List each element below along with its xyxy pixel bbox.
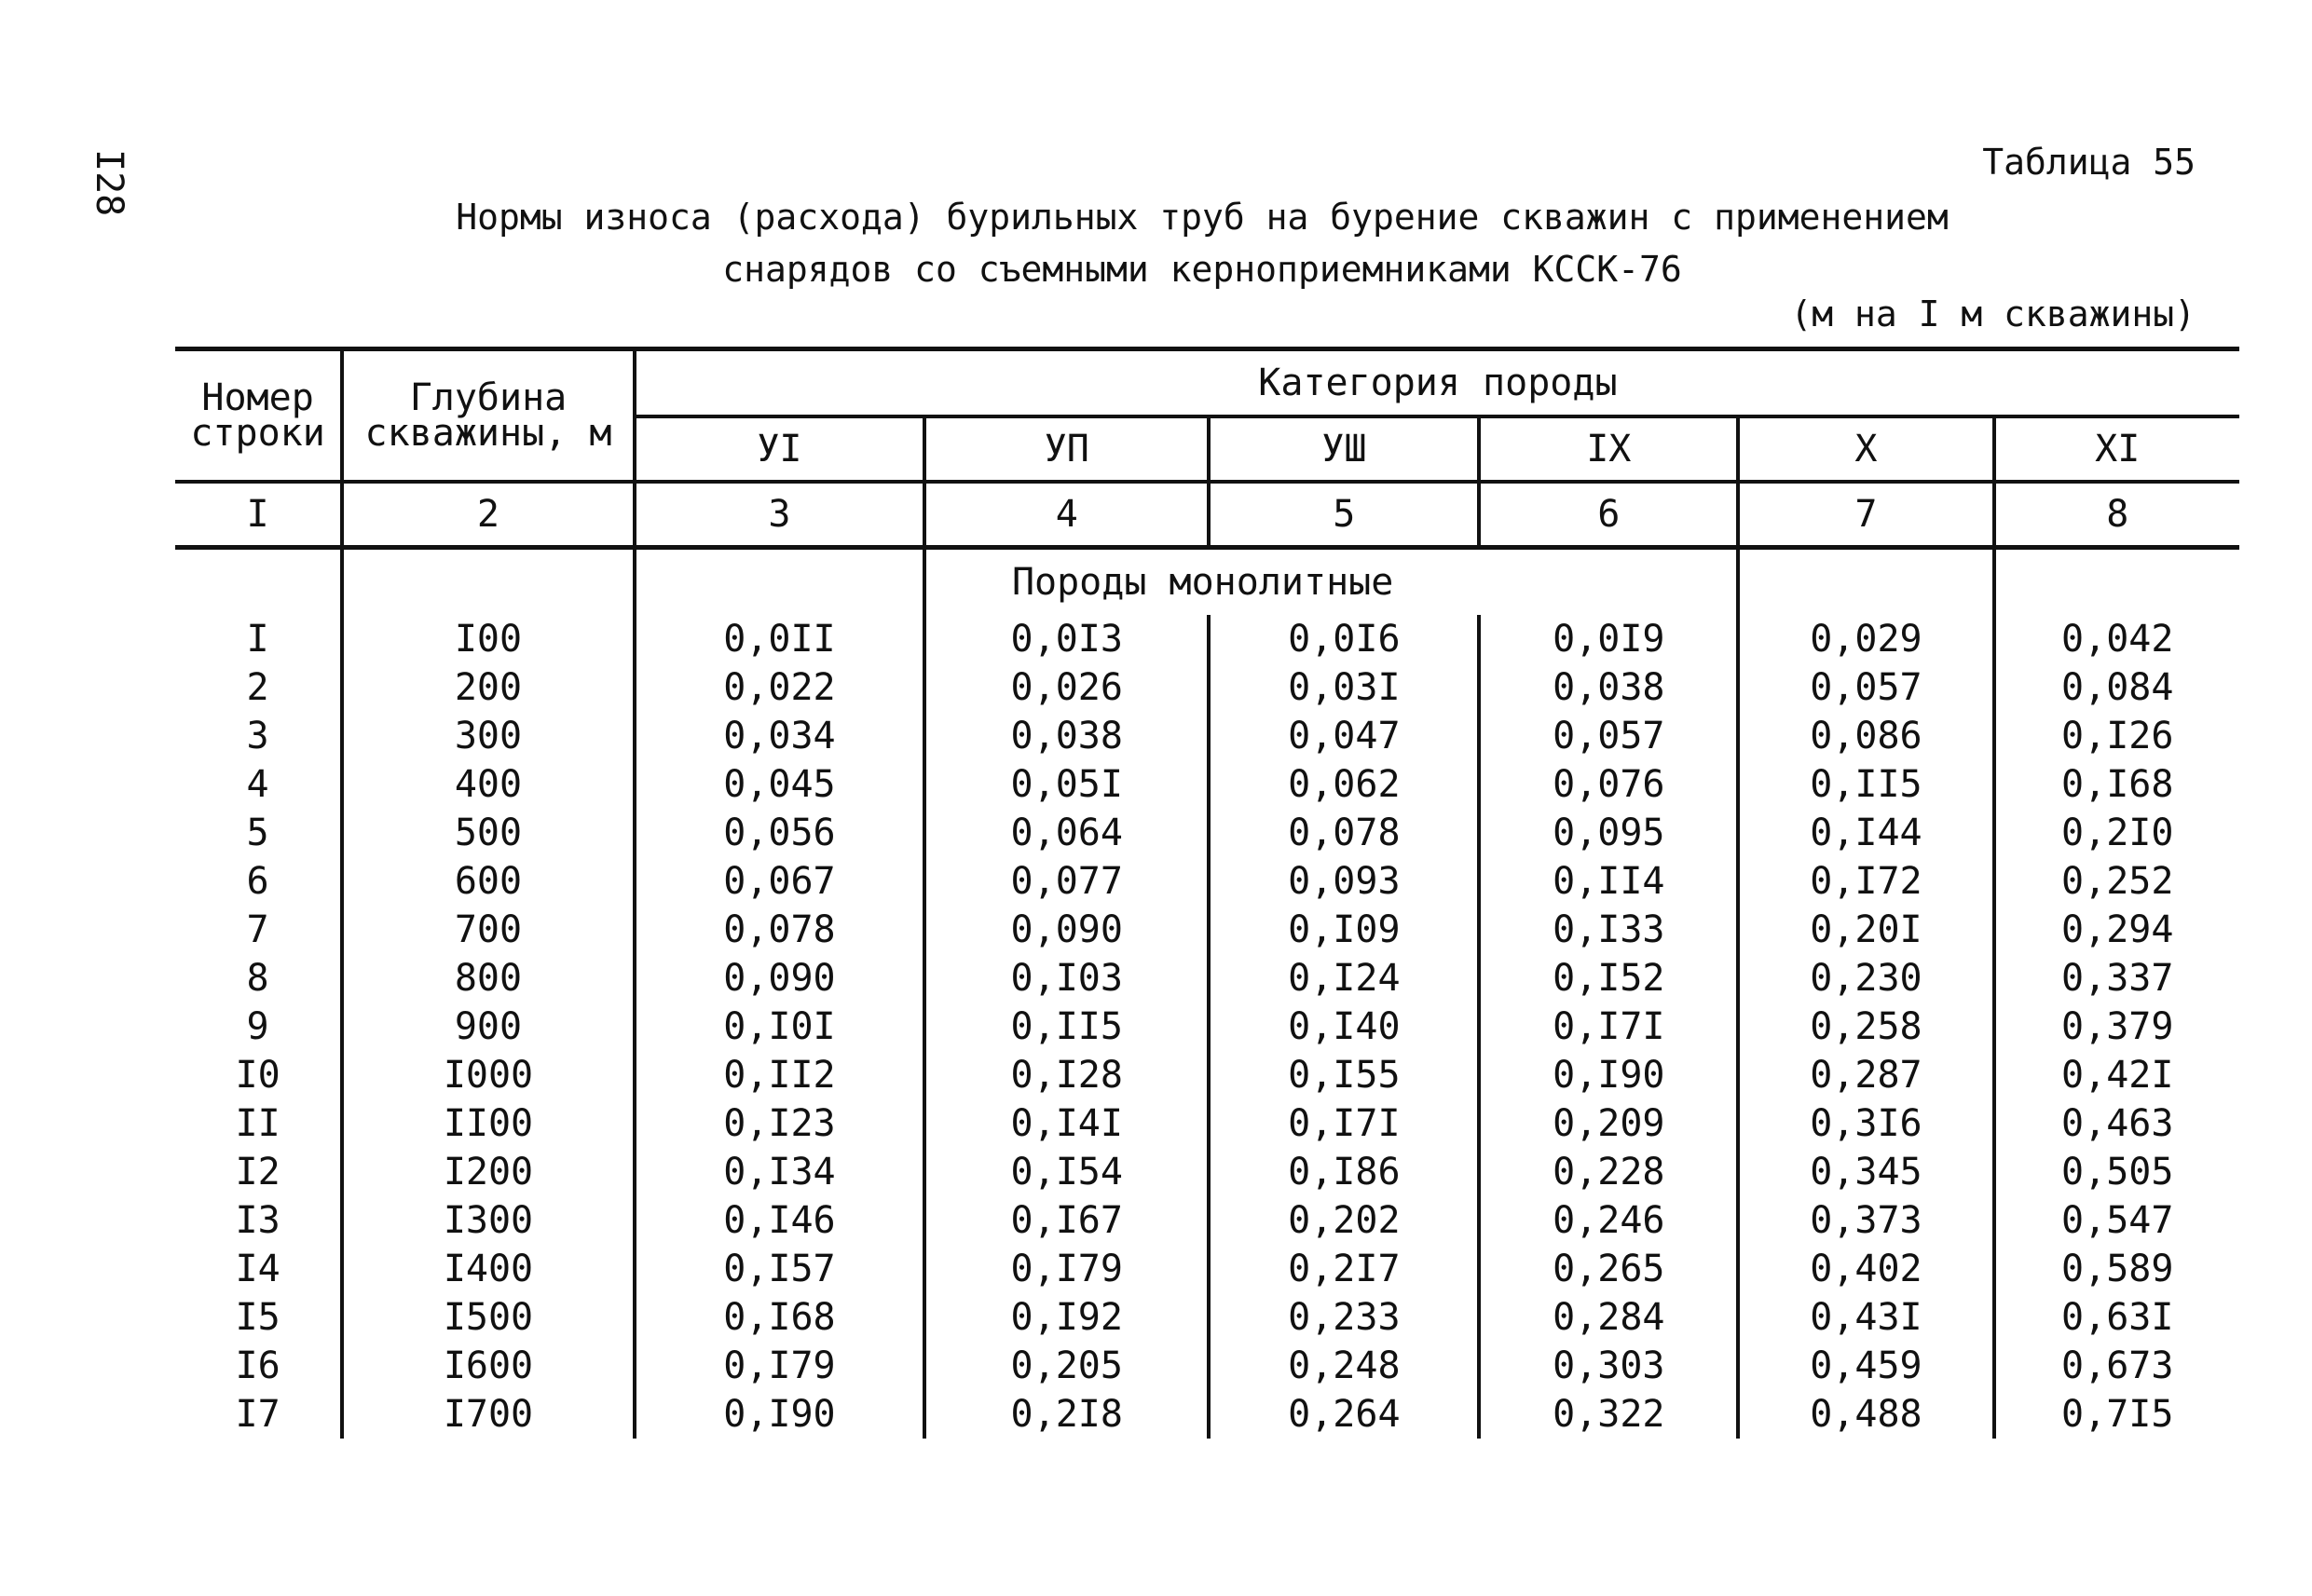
value-cell: 0,I33: [1479, 906, 1738, 954]
value-cell: 0,463: [2061, 1102, 2174, 1145]
category-header: IX: [1479, 416, 1738, 482]
table-row: [175, 1148, 2239, 1196]
depth-cell: I500: [342, 1293, 635, 1342]
row-number-cell: I0: [175, 1051, 342, 1099]
value-cell: 0,090: [635, 954, 924, 1003]
value-cell: 0,0I3: [924, 615, 1209, 663]
value-cell: 0,II5: [1738, 760, 1993, 809]
value-cell: 0,090: [924, 906, 1209, 954]
value-cell: 0,I46: [635, 1196, 924, 1245]
table-row: [175, 615, 2239, 663]
header-category: Категория породы: [635, 349, 2239, 417]
value-cell: 0,I28: [924, 1051, 1209, 1099]
table-row: [175, 809, 2239, 857]
row-number-cell: I3: [175, 1196, 342, 1245]
depth-cell: 700: [342, 906, 635, 954]
value-cell: 0,057: [1738, 663, 1993, 712]
value-cell: 0,05I: [924, 760, 1209, 809]
value-cell: 0,402: [1738, 1245, 1993, 1293]
value-cell: 0,2I7: [1209, 1245, 1479, 1293]
column-number: 8: [1994, 482, 2239, 548]
value-cell: 0,I68: [2061, 763, 2174, 806]
depth-cell: I700: [342, 1390, 635, 1439]
value-cell: 0,209: [1479, 1099, 1738, 1148]
row-number-cell: I2: [175, 1148, 342, 1196]
value-cell: 0,589: [2061, 1248, 2174, 1290]
depth-cell: I400: [342, 1245, 635, 1293]
table-row: [175, 760, 2239, 809]
value-cell: 0,488: [1738, 1390, 1993, 1439]
title-line-2: снарядов со съемными керноприемниками КССК-76: [722, 249, 1682, 290]
title-line-1: Нормы износа (расхода) бурильных труб на бурение скважин с применением: [456, 197, 1949, 238]
table-row: [175, 906, 2239, 954]
value-cell: 0,I86: [1209, 1148, 1479, 1196]
value-cell: 0,322: [1479, 1390, 1738, 1439]
value-cell: 0,0I6: [1209, 615, 1479, 663]
table-row: [175, 857, 2239, 906]
value-cell: 0,258: [1738, 1003, 1993, 1051]
value-cell: 0,I34: [635, 1148, 924, 1196]
column-number: I: [175, 482, 342, 548]
value-cell: 0,062: [1209, 760, 1479, 809]
column-number: 6: [1479, 482, 1738, 548]
value-cell: 0,246: [1479, 1196, 1738, 1245]
value-cell: 0,20I: [1738, 906, 1993, 954]
value-cell: 0,379: [2061, 1005, 2174, 1048]
page-number: I28: [88, 149, 130, 217]
value-cell: 0,I79: [635, 1342, 924, 1390]
value-cell: 0,205: [924, 1342, 1209, 1390]
value-cell: 0,3I6: [1738, 1099, 1993, 1148]
category-header: УШ: [1209, 416, 1479, 482]
value-cell: 0,057: [1479, 712, 1738, 760]
norms-table: [175, 347, 2239, 1439]
value-cell: 0,038: [1479, 663, 1738, 712]
category-header: XI: [1994, 416, 2239, 482]
value-cell: 0,056: [635, 809, 924, 857]
value-cell: 0,I72: [1738, 857, 1993, 906]
value-cell: 0,064: [924, 809, 1209, 857]
value-cell: 0,I54: [924, 1148, 1209, 1196]
value-cell: 0,547: [2061, 1199, 2174, 1242]
value-cell: 0,I7I: [1479, 1003, 1738, 1051]
value-cell: 0,202: [1209, 1196, 1479, 1245]
table-row: [175, 712, 2239, 760]
value-cell: 0,337: [2061, 957, 2174, 1000]
row-number-cell: II: [175, 1099, 342, 1148]
value-cell: 0,I92: [924, 1293, 1209, 1342]
value-cell: 0,078: [635, 906, 924, 954]
value-cell: 0,2I8: [924, 1390, 1209, 1439]
value-cell: 0,042: [2061, 618, 2174, 661]
row-number-cell: I5: [175, 1293, 342, 1342]
value-cell: 0,067: [635, 857, 924, 906]
column-number: 3: [635, 482, 924, 548]
value-cell: 0,I52: [1479, 954, 1738, 1003]
table-row: [175, 1293, 2239, 1342]
value-cell: 0,345: [1738, 1148, 1993, 1196]
value-cell: 0,I90: [635, 1390, 924, 1439]
value-cell: 0,I24: [1209, 954, 1479, 1003]
value-cell: 0,505: [2061, 1151, 2174, 1194]
value-cell: 0,233: [1209, 1293, 1479, 1342]
value-cell: 0,294: [2061, 908, 2174, 951]
value-cell: 0,248: [1209, 1342, 1479, 1390]
value-cell: 0,42I: [2061, 1054, 2174, 1097]
value-cell: 0,II4: [1479, 857, 1738, 906]
value-cell: 0,373: [1738, 1196, 1993, 1245]
value-cell: 0,II2: [635, 1051, 924, 1099]
depth-cell: 900: [342, 1003, 635, 1051]
value-cell: 0,2I0: [2061, 812, 2174, 854]
depth-cell: 800: [342, 954, 635, 1003]
row-number-cell: I6: [175, 1342, 342, 1390]
depth-cell: I600: [342, 1342, 635, 1390]
category-header: X: [1738, 416, 1993, 482]
row-number-cell: 6: [175, 857, 342, 906]
table-label: Таблица 55: [1982, 142, 2196, 183]
value-cell: 0,086: [1738, 712, 1993, 760]
value-cell: 0,264: [1209, 1390, 1479, 1439]
table-row: [175, 1099, 2239, 1148]
depth-cell: II00: [342, 1099, 635, 1148]
depth-cell: I300: [342, 1196, 635, 1245]
value-cell: 0,I40: [1209, 1003, 1479, 1051]
unit-note: (м на I м скважины): [1790, 293, 2196, 334]
value-cell: 0,230: [1738, 954, 1993, 1003]
value-cell: 0,I03: [924, 954, 1209, 1003]
section-label: Породы монолитные: [1011, 561, 1394, 604]
value-cell: 0,I68: [635, 1293, 924, 1342]
table-row: [175, 1342, 2239, 1390]
column-number: 4: [924, 482, 1209, 548]
table-row: [175, 1390, 2239, 1439]
table-row: [175, 1003, 2239, 1051]
row-number-cell: 5: [175, 809, 342, 857]
category-header: УП: [924, 416, 1209, 482]
row-number-cell: 9: [175, 1003, 342, 1051]
depth-cell: 200: [342, 663, 635, 712]
value-cell: 0,284: [1479, 1293, 1738, 1342]
value-cell: 0,047: [1209, 712, 1479, 760]
value-cell: 0,03I: [1209, 663, 1479, 712]
value-cell: 0,077: [924, 857, 1209, 906]
value-cell: 0,I26: [2061, 715, 2174, 757]
row-number-cell: 3: [175, 712, 342, 760]
value-cell: 0,029: [1738, 615, 1993, 663]
table-row: [175, 1245, 2239, 1293]
row-number-cell: 8: [175, 954, 342, 1003]
value-cell: 0,I57: [635, 1245, 924, 1293]
table-row: [175, 1196, 2239, 1245]
row-number-cell: 4: [175, 760, 342, 809]
column-number: 5: [1209, 482, 1479, 548]
value-cell: 0,I79: [924, 1245, 1209, 1293]
row-number-cell: 2: [175, 663, 342, 712]
value-cell: 0,045: [635, 760, 924, 809]
value-cell: 0,252: [2061, 860, 2174, 903]
value-cell: 0,095: [1479, 809, 1738, 857]
value-cell: 0,026: [924, 663, 1209, 712]
value-cell: 0,084: [2061, 666, 2174, 709]
value-cell: 0,63I: [2061, 1296, 2174, 1339]
value-cell: 0,228: [1479, 1148, 1738, 1196]
value-cell: 0,I55: [1209, 1051, 1479, 1099]
value-cell: 0,I23: [635, 1099, 924, 1148]
value-cell: 0,I09: [1209, 906, 1479, 954]
value-cell: 0,459: [1738, 1342, 1993, 1390]
depth-cell: I200: [342, 1148, 635, 1196]
depth-cell: 400: [342, 760, 635, 809]
value-cell: 0,076: [1479, 760, 1738, 809]
value-cell: 0,022: [635, 663, 924, 712]
value-cell: 0,038: [924, 712, 1209, 760]
value-cell: 0,43I: [1738, 1293, 1993, 1342]
value-cell: 0,7I5: [2061, 1393, 2174, 1436]
header-row-number: Номер строки: [175, 349, 342, 483]
table-title: [280, 191, 2125, 295]
category-header: УI: [635, 416, 924, 482]
value-cell: 0,0I9: [1479, 615, 1738, 663]
depth-cell: I000: [342, 1051, 635, 1099]
table-row: [175, 954, 2239, 1003]
value-cell: 0,I7I: [1209, 1099, 1479, 1148]
table-row: [175, 663, 2239, 712]
value-cell: 0,I67: [924, 1196, 1209, 1245]
depth-cell: 300: [342, 712, 635, 760]
value-cell: 0,034: [635, 712, 924, 760]
value-cell: 0,265: [1479, 1245, 1738, 1293]
value-cell: 0,I0I: [635, 1003, 924, 1051]
value-cell: 0,0II: [635, 615, 924, 663]
table-row: [175, 1051, 2239, 1099]
value-cell: 0,I90: [1479, 1051, 1738, 1099]
depth-cell: 600: [342, 857, 635, 906]
row-number-cell: I: [175, 615, 342, 663]
value-cell: 0,078: [1209, 809, 1479, 857]
value-cell: 0,I44: [1738, 809, 1993, 857]
value-cell: 0,303: [1479, 1342, 1738, 1390]
row-number-cell: I4: [175, 1245, 342, 1293]
row-number-cell: 7: [175, 906, 342, 954]
value-cell: 0,287: [1738, 1051, 1993, 1099]
header-depth: Глубина скважины, м: [342, 349, 635, 483]
depth-cell: 500: [342, 809, 635, 857]
value-cell: 0,I4I: [924, 1099, 1209, 1148]
row-number-cell: I7: [175, 1390, 342, 1439]
value-cell: 0,II5: [924, 1003, 1209, 1051]
value-cell: 0,673: [2061, 1344, 2174, 1387]
column-number: 7: [1738, 482, 1993, 548]
depth-cell: I00: [342, 615, 635, 663]
column-number: 2: [342, 482, 635, 548]
value-cell: 0,093: [1209, 857, 1479, 906]
